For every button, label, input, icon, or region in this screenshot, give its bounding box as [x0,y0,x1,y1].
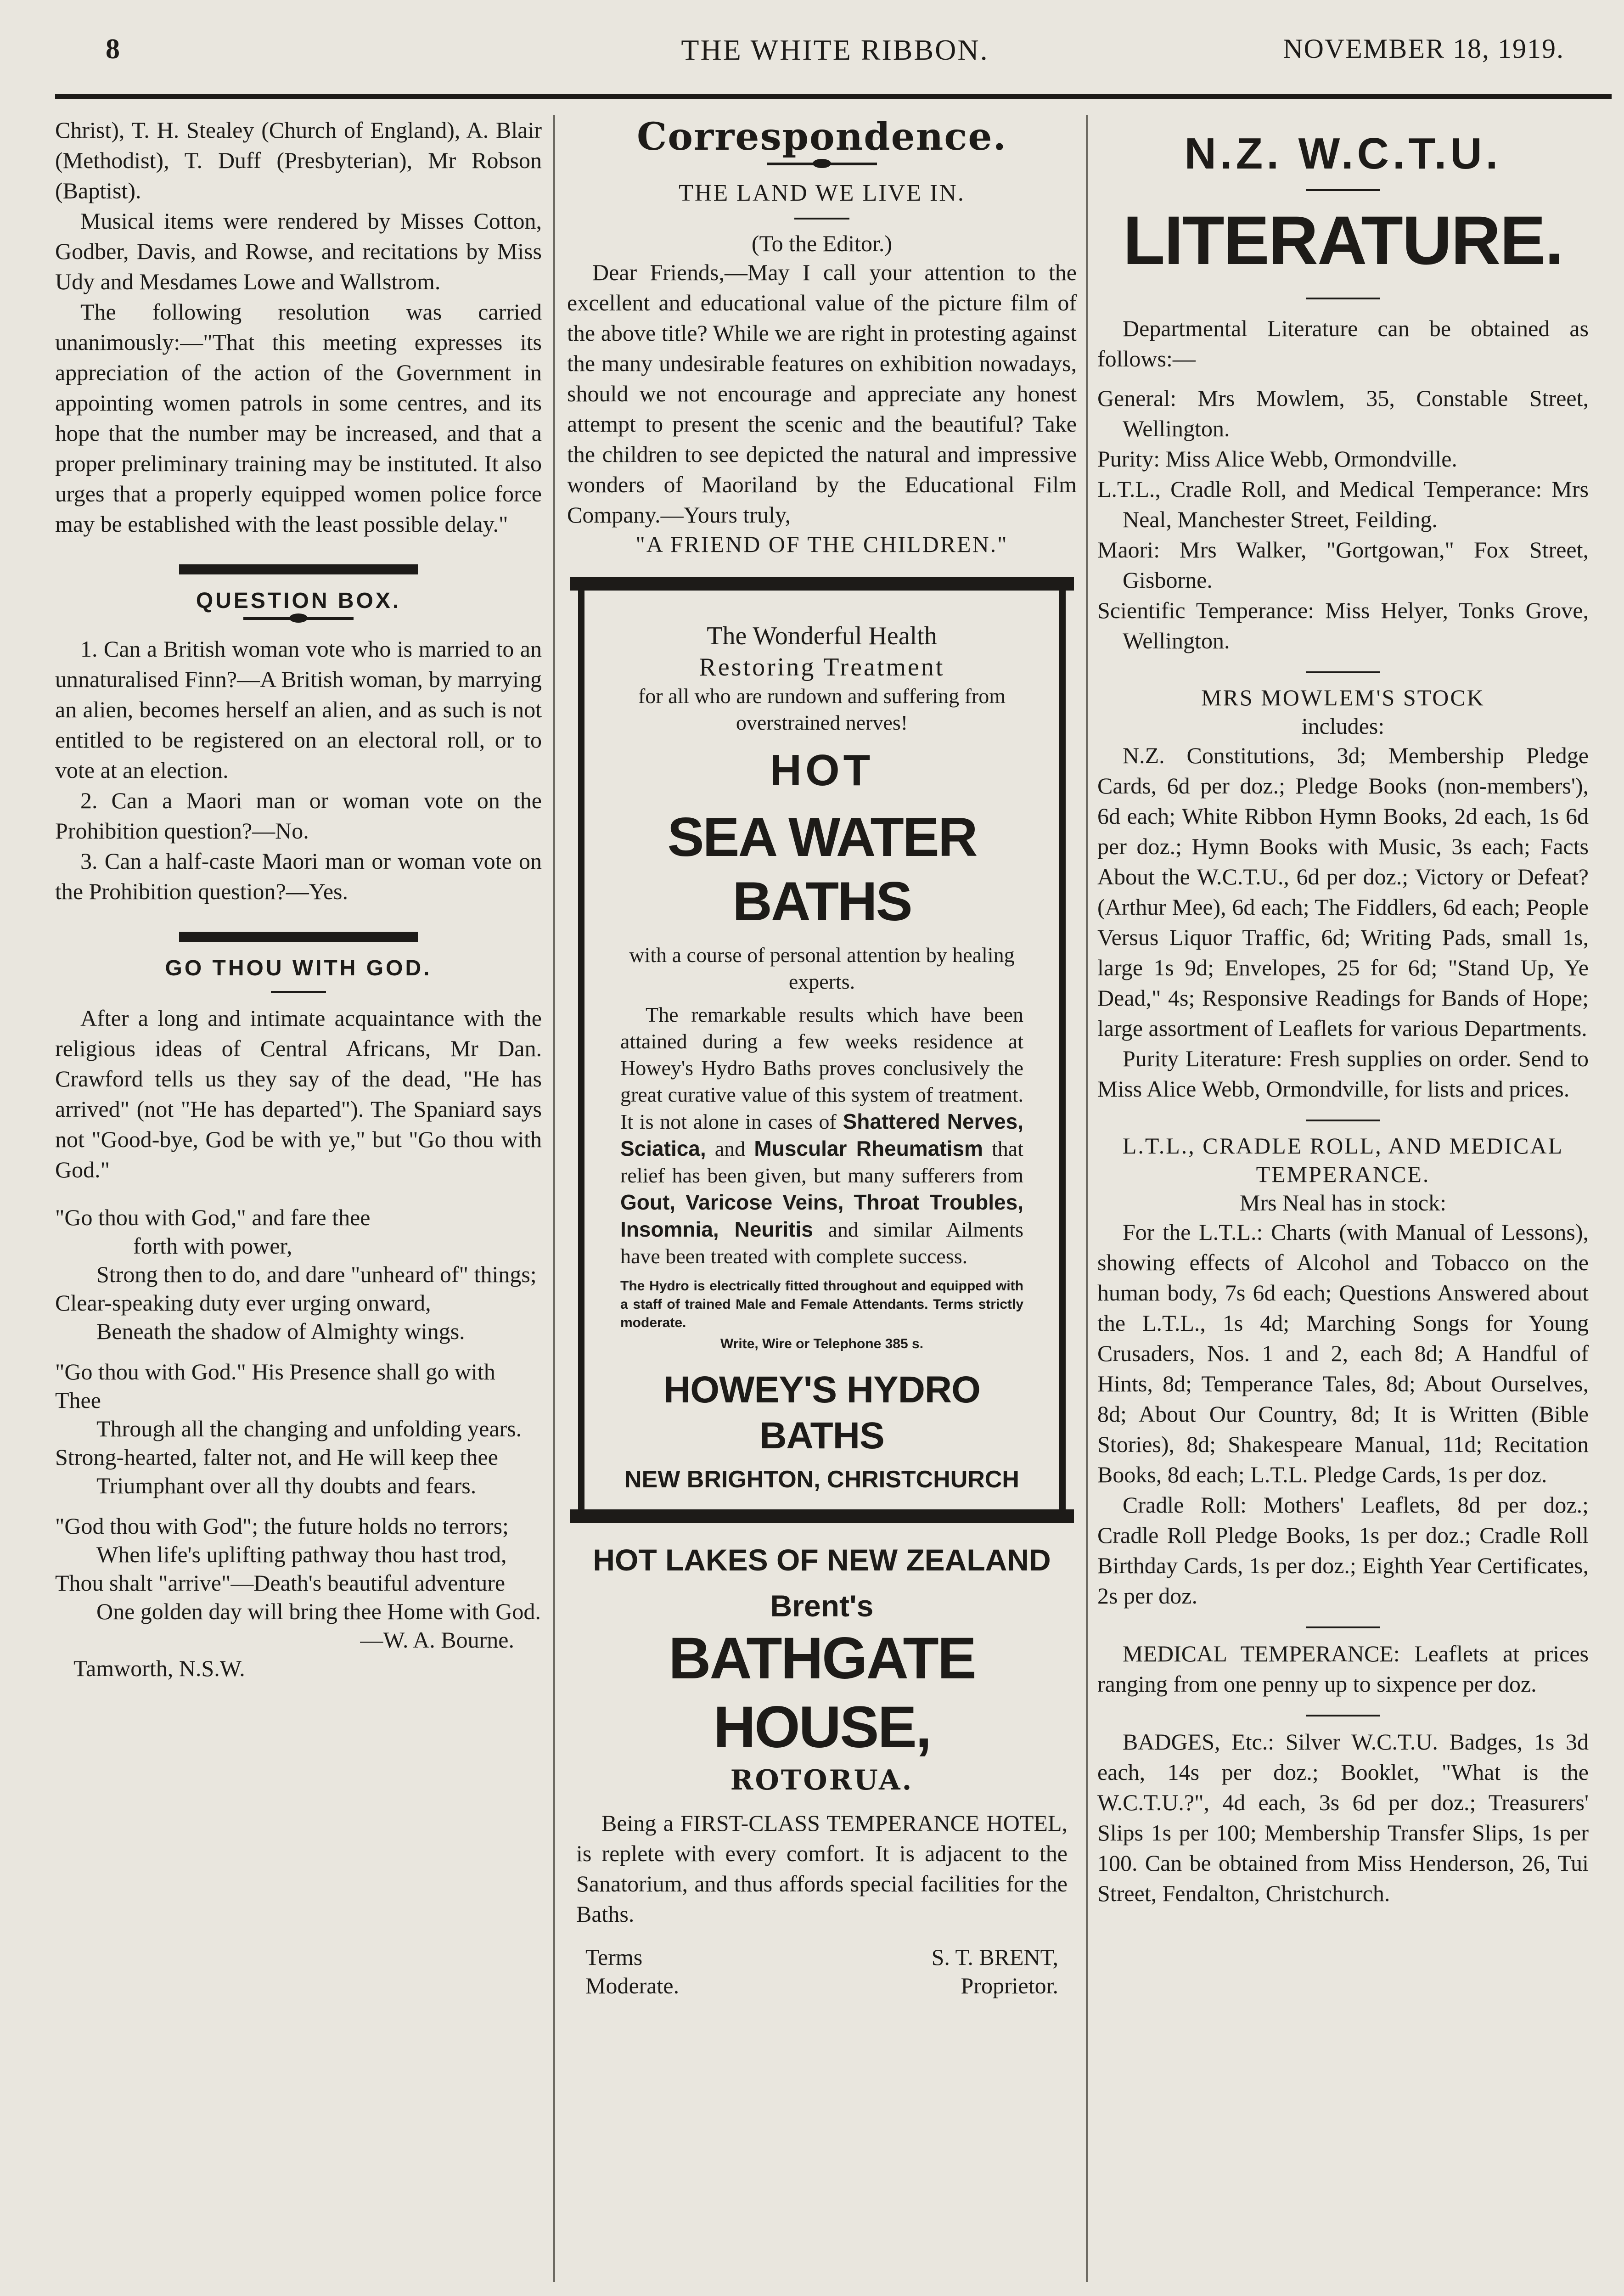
ad-line: The Wonderful Health [707,622,937,650]
brent-footer-row [567,1971,1077,2000]
section-separator [179,564,418,574]
section-separator [179,932,418,942]
page-header [106,33,1564,74]
poem-line: Strong then to do, and dare "unheard of" things; [96,1261,537,1287]
ad-howey-place: NEW BRIGHTON, CHRISTCHURCH [624,1466,1019,1493]
poem-line: "Go thou with God," and fare thee [55,1204,371,1230]
poem-line: Triumphant over all thy doubts and fears. [96,1473,477,1498]
contact-item: L.T.L., Cradle Roll, and Medical Temperance: Mrs Neal, Manchester Street, Feilding. [1097,476,1589,532]
paragraph: For the L.T.L.: Charts (with Manual of Lessons), showing effects of Alcohol and Tobacco on the human body, 7s 6d each; Questions Answered about the L.T.L., 1s 4d; Marching Songs for Young Crusaders, Nos. 1 and 2, each 8d; A Handful of Hints, 8d; Temperance Tales, 8d; About Ourselves, 8d; About Our Country, 8d; It is Written (Bible Stories), 8d; Shakespeare Manual, 11d; Recitation Books, 8d each; L.T.L. Pledge Cards, 1s per doz. [1097,1219,1589,1487]
paragraph: BADGES, Etc.: Silver W.C.T.U. Badges, 1s 3d each, 14s per doz.; Booklet, "What is the W.C.T.U.?", 4d each, 3s 6d per doz.; Treasurers' Slips 1s per 100; Membership Transfer Slips, 1s per 100. Can be obtained from Miss Henderson, 26, Tui Street, Fendalton, Christchurch. [1097,1729,1589,1906]
ad-hot: HOT [770,746,874,795]
ad-border-left [578,591,584,1509]
to-editor: (To the Editor.) [751,231,893,256]
paragraph: Musical items were rendered by Misses Cotton, Godber, Davis, and Rowse, and recitations by Miss Udy and Mesdames Lowe and Wallstrom. [55,208,542,294]
short-rule [794,218,849,219]
poem-line: forth with power, [133,1233,292,1259]
paragraph: Christ), T. H. Stealey (Church of England), A. Blair (Methodist), T. Duff (Presbyterian), Mr Robson (Baptist). [55,117,542,203]
letter-body: Dear Friends,—May I call your attention to the excellent and educational value of the picture film of the above title? While we are right in protesting against the many undesirable features on exhibition nowadays, should we not encourage and appreciate any honest attempt to present the scenic and the beautiful? Take the children to see depicted the natural and impressive wonders of Maoriland by the Educational Film Company.—Yours truly, [567,259,1077,528]
paragraph: After a long and intimate acquaintance with the religious ideas of Central Africans, Mr Dan. Crawford tells us they say of the dead, "He has arrived" (not "He has departed"). The Spaniard says not "Good-bye, God be with ye," but "Go thou with God." [55,1005,542,1182]
column-right [1097,115,1589,2292]
howey-hydro-advert [570,577,1074,1523]
section-heading-go-thou: GO THOU WITH GOD. [165,956,432,980]
brent-body: Being a FIRST-CLASS TEMPERANCE HOTEL, is replete with every comfort. It is adjacent to the Sanatorium, and thus affords special facilities for the Baths. [576,1810,1068,1927]
contact-item: General: Mrs Mowlem, 35, Constable Street, Wellington. [1097,385,1589,441]
ad-border-right [1059,591,1066,1509]
poem-line: "Go thou with God." His Presence shall go with Thee [55,1359,495,1413]
header-rule [55,94,1612,99]
paragraph: Cradle Roll: Mothers' Leaflets, 8d per doz.; Cradle Roll Pledge Books, 1s per doz.; Cradle Roll Birthday Cards, 1s per doz.; Eighth Year Certificates, 2s per doz. [1097,1492,1589,1609]
poem-line: When life's uplifting pathway thou hast trod, [96,1542,507,1567]
ad-sea-water-baths: SEA WATER BATHS [667,806,977,932]
short-rule [1306,1626,1380,1628]
rotorua-heading: ROTORUA. [730,1764,914,1796]
question-item: 2. Can a Maori man or woman vote on the Prohibition question?—No. [55,788,542,844]
poem-line: One golden day will bring thee Home with God. [96,1598,541,1624]
poem-line: Clear-speaking duty ever urging onward, [55,1290,431,1316]
issue-date: NOVEMBER 18, 1919. [1283,34,1564,64]
poem-signature: —W. A. Bourne. [360,1627,514,1653]
poem-place: Tamworth, N.S.W. [73,1655,245,1681]
ad-line: for all who are rundown and suffering from overstrained nerves! [638,684,1006,734]
ad-border-bottom [570,1509,1074,1523]
poem-line: "God thou with God"; the future holds no terrors; [55,1513,509,1539]
column-divider [1086,115,1088,2282]
mowlem-stock-sub: includes: [1301,713,1385,739]
page-number: 8 [106,34,120,65]
ad-line: with a course of personal attention by healing experts. [629,943,1015,993]
ornament-rule [767,163,877,165]
terms-label: Terms [585,1944,643,1970]
paragraph: MEDICAL TEMPERANCE: Leaflets at prices ranging from one penny up to sixpence per doz. [1097,1641,1589,1697]
mowlem-stock-heading: MRS MOWLEM'S STOCK [1201,685,1485,710]
short-rule [1306,1120,1380,1121]
contact-item: Maori: Mrs Walker, "Gortgowan," Fox Street, Gisborne. [1097,537,1589,593]
short-rule [1306,189,1380,191]
short-rule [271,991,326,993]
correspondence-heading: Correspondence. [636,115,1007,159]
ad-body: The remarkable results which have been attained during a few weeks residence at Howey's Hydro Baths proves conclusively the great curative value of this system of treatment. It is not alone in cases of Shattered Nerves, Sciatica, and Muscular Rheumatism that relief has been given, but many sufferers from Gout, Varicose Veins, Throat Troubles, Insomnia, Neuritis and similar Ailments have been treated with complete success. [620,1003,1024,1268]
ltl-sub: Mrs Neal has in stock: [1240,1190,1446,1216]
ad-fine-print: The Hydro is electrically fitted throughout and equipped with a staff of trained Male and Female Attendants. Terms strictly moderate. [620,1278,1023,1330]
short-rule [1306,298,1380,299]
poem-line: Thou shalt "arrive"—Death's beautiful adventure [55,1570,506,1596]
short-rule [1306,671,1380,673]
contact-item: Purity: Miss Alice Webb, Ormondville. [1097,446,1457,472]
paragraph: The following resolution was carried unanimously:—"That this meeting expresses its appreciation of the action of the Government in appointing women patrols in some centres, and its hope that the number may be increased, and that a proper preliminary training may be instituted. It also urges that a properly equipped women police force may be established with the least possible delay." [55,299,542,537]
ad-border-top [570,577,1074,591]
ad-contact: Write, Wire or Telephone 385 s. [720,1336,924,1351]
ad-line: Restoring Treatment [699,653,945,681]
paragraph: Purity Literature: Fresh supplies on order. Send to Miss Alice Webb, Ormondville, for lists and prices. [1097,1046,1589,1102]
paragraph: Departmental Literature can be obtained as follows:— [1097,315,1589,371]
terms-value: Moderate. [585,1973,680,1998]
question-item: 1. Can a British woman vote who is married to an unnaturalised Finn?—A British woman, by marrying an alien, becomes herself an alien, and as such is not entitled to be registered on an electoral roll, or to vote at an election. [55,636,542,783]
column-left [55,115,542,2292]
short-rule [1306,1715,1380,1716]
poem-line: Through all the changing and unfolding years. [96,1416,522,1441]
letter-title: THE LAND WE LIVE IN. [679,180,965,206]
literature-heading: LITERATURE. [1123,202,1563,279]
column-divider [553,115,555,2282]
section-heading-question-box: QUESTION BOX. [196,589,401,613]
proprietor-name: S. T. BRENT, [931,1944,1058,1970]
wctu-heading: N.Z. W.C.T.U. [1184,129,1502,178]
poem-line: Beneath the shadow of Almighty wings. [96,1318,465,1344]
masthead-title: THE WHITE RIBBON. [681,34,989,66]
ornament-rule [243,617,354,620]
paragraph: N.Z. Constitutions, 3d; Membership Pledge Cards, 6d per doz.; Pledge Books (non-members'), 6d each; White Ribbon Hymn Books, 2d each, 1s 6d per doz.; Hymn Books with Music, 3s each; Facts About the W.C.T.U., 6d per doz.; Victory or Defeat? (Arthur Mee), 6d each; The Fiddlers, 6d each; People Versus Liquor Traffic, 6d; Writing Pads, small 1s, large 1s 9d; Envelopes, 25 for 6d; "Stand Up, Ye Dead," 4s; Responsive Readings for Bands of Hope; large assortment of Leaflets for various Departments. [1097,743,1589,1041]
proprietor-role: Proprietor. [961,1973,1058,1998]
ad-howey-name: HOWEY'S HYDRO BATHS [663,1369,980,1457]
column-center [567,115,1077,2292]
poem-line: Strong-hearted, falter not, and He will keep thee [55,1444,498,1470]
bathgate-house-heading: BATHGATE HOUSE, [668,1626,976,1760]
ltl-heading: L.T.L., CRADLE ROLL, AND MEDICAL TEMPERANCE. [1122,1133,1564,1187]
question-item: 3. Can a half-caste Maori man or woman vote on the Prohibition question?—Yes. [55,848,542,904]
hot-lakes-heading: HOT LAKES OF NEW ZEALAND [593,1543,1051,1577]
brent-footer-row [567,1943,1077,1971]
contact-item: Scientific Temperance: Miss Helyer, Tonks Grove, Wellington. [1097,597,1589,653]
brents-heading: Brent's [770,1589,874,1623]
poem [55,1203,542,1626]
letter-signature: "A FRIEND OF THE CHILDREN." [635,531,1008,557]
